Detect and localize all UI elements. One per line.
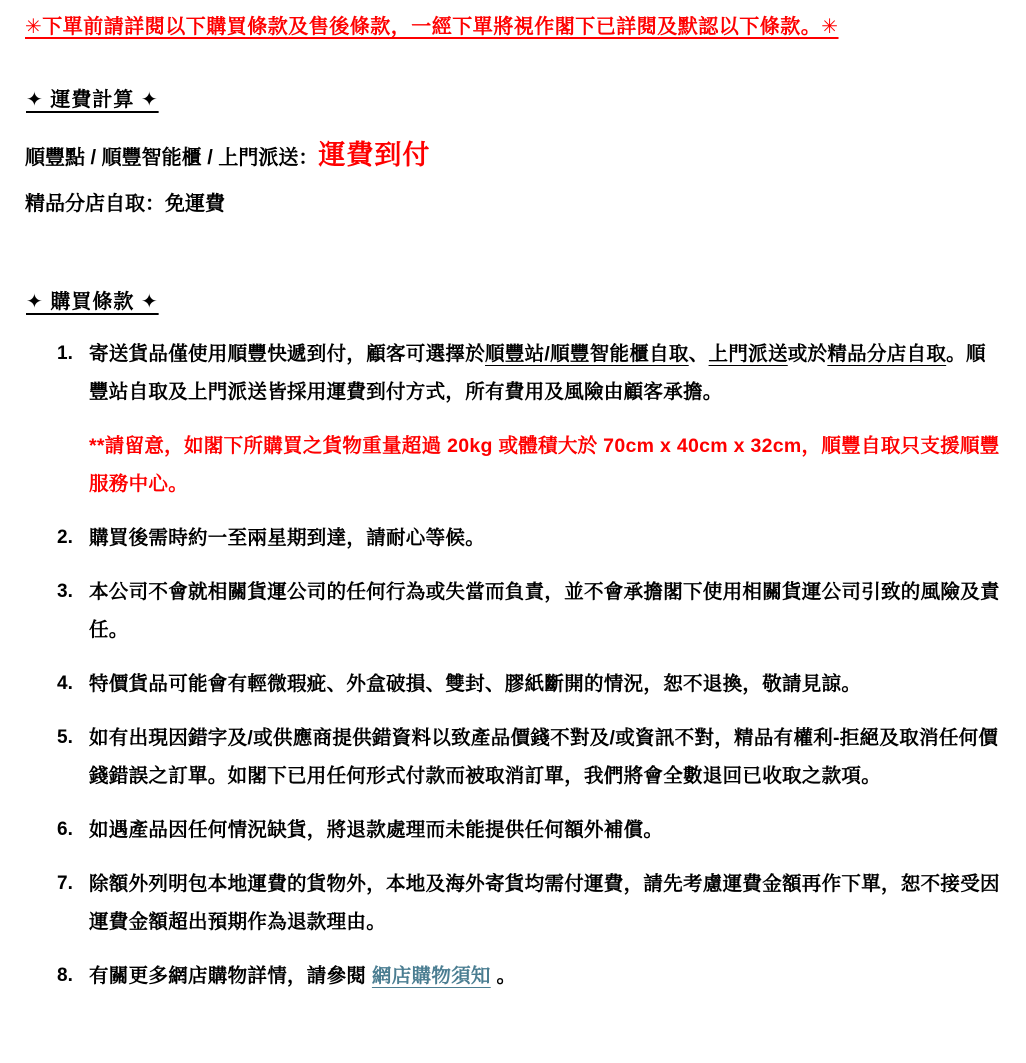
terms-list — [25, 335, 1001, 995]
term1-underline-door-delivery: 上門派送 — [708, 343, 788, 365]
term-text-7: 除額外列明包本地運費的貨物外，本地及海外寄貨均需付運費，請先考慮運費金額再作下單，恕不接受因運費金額超出預期作為退款理由。 — [89, 873, 1000, 933]
term1-underline-store-pickup: 精品分店自取 — [827, 343, 947, 365]
top-red-notice: ✳下單前請詳閱以下購買條款及售後條款，一經下單將視作閣下已詳閱及默認以下條款。✳ — [25, 16, 839, 38]
term-item-6 — [57, 811, 1001, 849]
store-pickup-line: 精品分店自取：免運費 — [25, 193, 225, 215]
term1-seg2: 、 — [688, 343, 709, 365]
term-text-5: 如有出現因錯字及/或供應商提供錯資料以致產品價錢不對及/或資訊不對，精品有權利-拒絕及取消任何價錢錯誤之訂單。如閣下已用任何形式付款而被取消訂單，我們將會全數退回已收取之款項。 — [89, 727, 999, 787]
term-item-4 — [57, 665, 1001, 703]
shipping-methods-label: 順豐點 / 順豐智能櫃 / 上門派送： — [25, 147, 319, 169]
term-text-6: 如遇產品因任何情況缺貨，將退款處理而未能提供任何額外補償。 — [89, 819, 664, 841]
shipping-section-heading: ✦ 運費計算 ✦ — [26, 89, 159, 111]
shipping-cod-value: 運費到付 — [318, 140, 431, 170]
term-text-2: 購買後需時約一至兩星期到達，請耐心等候。 — [89, 527, 486, 549]
term-item-3 — [57, 573, 1001, 649]
shop-guide-link[interactable]: 網店購物須知 — [371, 965, 491, 987]
term-item-8 — [57, 957, 1001, 995]
term-number-4: 4. — [57, 673, 73, 694]
weight-size-warning-note: **請留意，如閣下所購買之貨物重量超過 20kg 或體積大於 70cm x 40cm x 32cm，順豐自取只支援順豐服務中心。 — [89, 435, 1000, 495]
term-number-6: 6. — [57, 819, 73, 840]
term8-seg2: 。 — [490, 965, 517, 987]
term-number-2: 2. — [57, 527, 73, 548]
term-text-4: 特價貨品可能會有輕微瑕疵、外盒破損、雙封、膠紙斷開的情況，恕不退換，敬請見諒。 — [89, 673, 862, 695]
terms-section-heading: ✦ 購買條款 ✦ — [26, 291, 159, 313]
term-number-5: 5. — [57, 727, 73, 748]
term1-seg1: 寄送貨品僅使用順豐快遞到付，顧客可選擇於 — [89, 343, 486, 365]
term-item-2 — [57, 519, 1001, 557]
purchase-terms-page — [0, 15, 1021, 995]
term-text-8 — [89, 957, 1001, 995]
term1-seg3: 或於 — [787, 343, 828, 365]
term-text-1 — [89, 335, 1001, 411]
term-item-7 — [57, 865, 1001, 941]
term-number-1: 1. — [57, 343, 73, 364]
term-text-3: 本公司不會就相關貨運公司的任何行為或失當而負責，並不會承擔閣下使用相關貨運公司引致的風險及責任。 — [89, 581, 1000, 641]
term-number-7: 7. — [57, 873, 73, 894]
term-item-1 — [57, 335, 1001, 411]
term1-seg4: 。順豐站自取及上門派送皆採用運費到付方式，所有費用及風險由顧客承擔。 — [89, 343, 986, 403]
term-item-5 — [57, 719, 1001, 795]
term-number-8: 8. — [57, 965, 73, 986]
term8-seg1: 有關更多網店購物詳情，請參閱 — [89, 965, 372, 987]
term-number-3: 3. — [57, 581, 73, 602]
term1-underline-sf-pickup: 順豐站/順豐智能櫃自取 — [485, 343, 689, 365]
shipping-methods-line — [25, 139, 1001, 174]
